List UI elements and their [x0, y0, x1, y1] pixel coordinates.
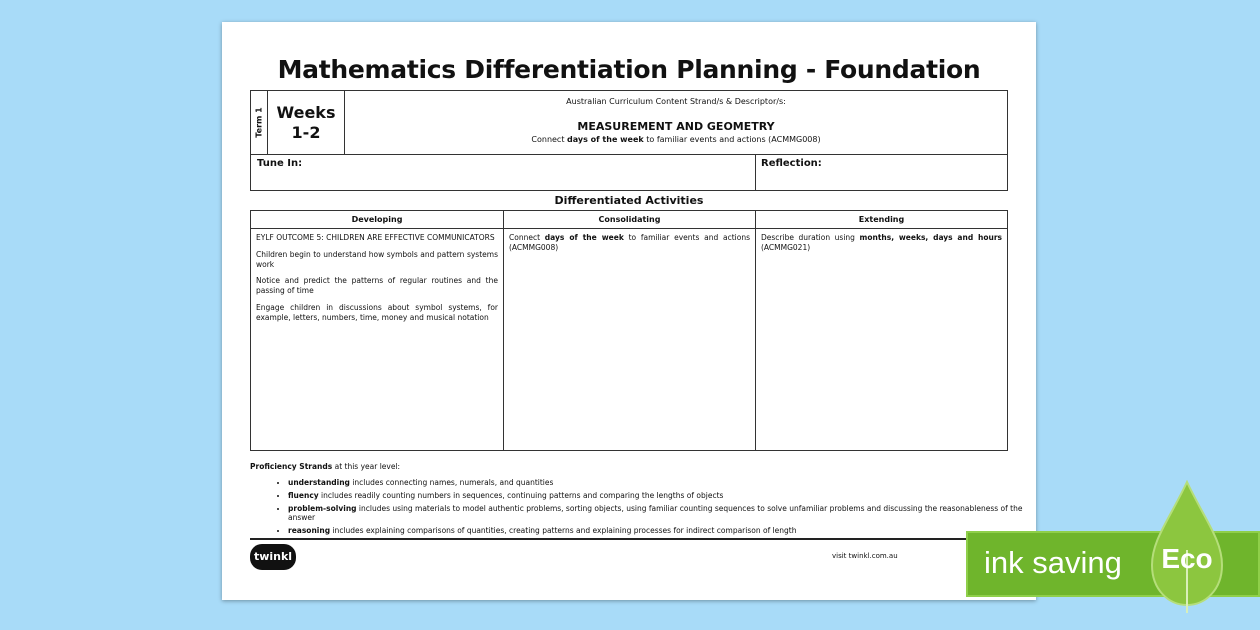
page-title: Mathematics Differentiation Planning - Foundation: [277, 55, 981, 84]
list-item: • fluency includes readily counting numbers in sequences, continuing patterns and comparing the lengths of objects: [288, 491, 1030, 500]
ink-saving-text: ink saving: [984, 545, 1122, 580]
strand: MEASUREMENT AND GEOMETRY: [577, 120, 775, 133]
tune-in-row: [250, 154, 1008, 191]
reflection-label: Reflection:: [761, 158, 822, 169]
list-item: • understanding includes connecting names, numerals, and quantities: [288, 478, 1030, 487]
developing-content: EYLF OUTCOME 5: CHILDREN ARE EFFECTIVE COMMUNICATORS Children begin to understand how symbols and pattern systems work Notice and predict the patterns of regular routines and the passing of time Engage children in discussions about symbol systems, for example, letters, numbers, time, money and musical notation: [256, 233, 498, 322]
weeks-range: 1-2: [291, 123, 321, 142]
column-consolidating: Consolidating: [598, 215, 661, 224]
footer-divider: [250, 538, 1008, 540]
twinkl-logo: twinkl: [250, 544, 296, 570]
activities-table: [250, 210, 1008, 451]
column-extending: Extending: [858, 215, 905, 224]
visit-link[interactable]: visit twinkl.com.au: [832, 552, 898, 560]
worksheet-page: [222, 22, 1036, 600]
list-item: • problem-solving includes using materials to model authentic problems, sorting objects, using familiar counting sequences to solve unfamiliar problems and discussing the reasonableness of the answer: [288, 504, 1030, 522]
proficiency-heading: Proficiency Strands at this year level:: [250, 462, 401, 471]
proficiency-list: [250, 478, 1030, 539]
column-developing: Developing: [351, 215, 403, 224]
list-item: • reasoning includes explaining comparisons of quantities, creating patterns and explaining processes for indirect comparison of length: [288, 526, 1030, 535]
descriptor: Connect days of the week to familiar events and actions (ACMMG008): [531, 135, 821, 144]
eco-label: Eco: [1161, 543, 1213, 574]
activities-heading: Differentiated Activities: [554, 194, 704, 207]
weeks-label: Weeks: [276, 103, 336, 122]
curriculum-label: Australian Curriculum Content Strand/s & Descriptor/s:: [566, 97, 786, 106]
consolidating-content: Connect days of the week to familiar events and actions (ACMMG008): [509, 233, 751, 252]
extending-content: Describe duration using months, weeks, days and hours (ACMMG021): [761, 233, 1002, 252]
tune-in-label: Tune In:: [251, 154, 756, 190]
term-label: Term 1: [254, 107, 264, 138]
header-table: [250, 90, 1008, 155]
